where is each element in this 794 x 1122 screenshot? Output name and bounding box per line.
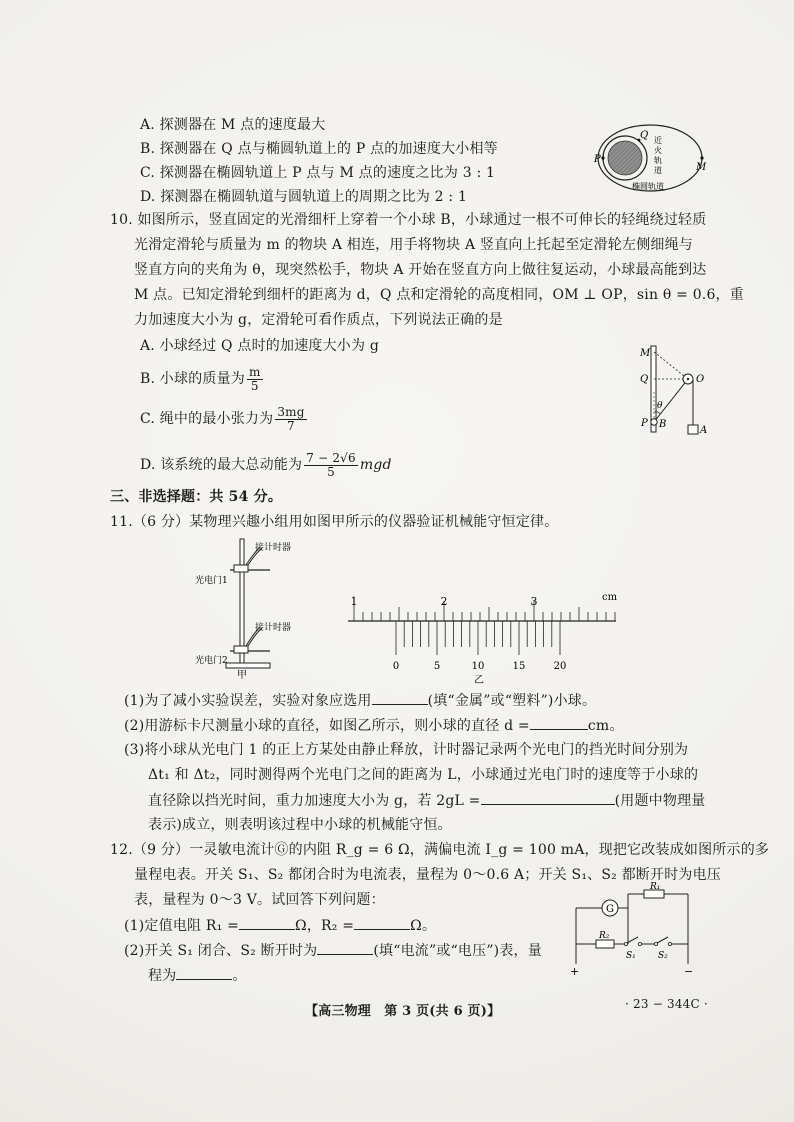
q12-sub-2-blank-type[interactable]	[317, 940, 373, 955]
q12-label-plus: +	[570, 965, 580, 978]
q9-label-ellipse: 椭圆轨道	[632, 182, 664, 191]
q12-r1-blank[interactable]	[239, 915, 295, 930]
q12-label-s1: S₁	[626, 951, 636, 961]
q12-sub-2-line-2	[148, 965, 247, 986]
q10-label-p: P	[641, 418, 648, 429]
q11-sub-3-line-4: 表示)成立，则表明该过程中小球的机械能守恒。	[148, 817, 452, 833]
q9-label-p: P	[594, 154, 601, 165]
q12-label-minus: −	[684, 965, 694, 978]
q12-sub-2-tail: (填“电流”或“电压”)表，量	[373, 943, 542, 959]
q9-label-near-4: 道	[654, 166, 662, 175]
q11-vernier-scale-ticks	[396, 621, 560, 655]
q10-option-d-fraction	[304, 452, 358, 479]
q9-label-near-2: 火	[654, 146, 662, 155]
q12-sub-1-text-c: Ω。	[410, 918, 437, 934]
q11-sub-2-tail: cm。	[587, 718, 624, 734]
q12-line-1: 12.（9 分）一灵敏电流计Ⓖ的内阻 R_g = 6 Ω，满偏电流 I_g = 100 mA，现把它改装成如图所示的多	[110, 842, 770, 858]
q10-option-c-num: 3mg	[277, 404, 305, 419]
q10-option-c-text: C. 绳中的最小张力为	[140, 411, 274, 427]
q12-line-2: 量程电表。开关 S₁、S₂ 都闭合时为电流表，量程为 0～0.6 A；开关 S₁、S₂ 都断开时为电压	[134, 867, 721, 883]
q11-sub-3-text: 直径除以挡光时间，重力加速度大小为 g，若 2gL =	[148, 793, 481, 809]
q11-caption-jia: 甲	[237, 670, 247, 680]
q10-line-5: 力加速度大小为 g，定滑轮可看作质点，下列说法正确的是	[134, 312, 503, 328]
q12-sub-1	[124, 915, 436, 936]
q10-option-b-num: m	[249, 364, 261, 379]
q10-label-theta: θ	[657, 401, 663, 411]
q9-option-d: D. 探测器在椭圆轨道与圆轨道上的周期之比为 2 : 1	[140, 189, 468, 205]
q11-title: 11.（6 分）某物理兴趣小组用如图甲所示的仪器验证机械能守恒定律。	[110, 514, 559, 530]
q11-main-label-1: 1	[350, 595, 358, 608]
paper-code: · 23 − 344C ·	[625, 997, 708, 1011]
q10-label-q: Q	[640, 374, 649, 385]
q11-sub-1-blank[interactable]	[372, 690, 428, 705]
q12-label-r2: R₂	[599, 931, 610, 941]
q10-option-a: A. 小球经过 Q 点时的加速度大小为 g	[140, 338, 379, 354]
q10-option-b	[140, 364, 265, 394]
q10-option-b-fraction	[247, 366, 263, 393]
q9-option-b: B. 探测器在 Q 点与椭圆轨道上的 P 点的加速度大小相等	[140, 141, 498, 157]
q11-label-timer-2: 接计时器	[255, 623, 292, 633]
q12-sub-2-text: (2)开关 S₁ 闭合、S₂ 断开时为	[124, 943, 318, 959]
q11-sub-3-line-3	[148, 790, 705, 811]
q11-vernier-unit: cm	[602, 592, 618, 603]
q11-vernier-label-15: 15	[512, 661, 526, 672]
q10-label-o: O	[696, 374, 705, 385]
q10-option-c-fraction	[275, 406, 306, 433]
q10-line-3: 竖直方向的夹角为 θ，现突然松手，物块 A 开始在竖直方向上做往复运动，小球最高能到达	[134, 262, 707, 278]
q11-sub-3-line-1: (3)将小球从光电门 1 的正上方某处由静止释放，计时器记录两个光电门的挡光时间分别为	[124, 742, 689, 758]
q11-main-scale-ticks	[354, 601, 615, 621]
section-3-heading: 三、非选择题：共 54 分。	[110, 489, 283, 505]
q9-label-q: Q	[640, 130, 649, 141]
q11-sub-3-tail: (用题中物理量	[614, 793, 706, 809]
page-footer: 【高三物理 第 3 页(共 6 页)】	[305, 1004, 501, 1019]
q12-label-s2: S₂	[658, 951, 668, 961]
q11-main-label-3: 3	[530, 595, 538, 608]
q11-sub-3-blank[interactable]	[481, 790, 615, 805]
q10-option-d-tail: mgd	[359, 457, 392, 473]
q12-circuit-figure	[566, 882, 698, 978]
q9-option-c: C. 探测器在椭圆轨道上 P 点与 M 点的速度之比为 3 : 1	[140, 165, 496, 181]
q11-label-timer-1: 接计时器	[255, 543, 292, 553]
q9-label-near-1: 近	[654, 136, 662, 145]
q11-label-gate-2: 光电门2	[195, 656, 228, 666]
q9-label-near-3: 轨	[654, 156, 662, 165]
q12-label-r1: R₁	[650, 882, 661, 892]
q11-sub-2-blank[interactable]	[530, 715, 588, 730]
q11-main-label-2: 2	[440, 595, 448, 608]
q11-label-gate-1: 光电门1	[195, 576, 228, 586]
q11-sub-3-line-2: Δt₁ 和 Δt₂，同时测得两个光电门之间的距离为 L，小球通过光电门时的速度等于小球的	[148, 767, 699, 783]
q12-line-3: 表，量程为 0～3 V。试回答下列问题：	[134, 892, 385, 908]
q10-pulley-figure	[630, 342, 714, 438]
q11-vernier-label-10: 10	[471, 661, 485, 672]
q10-line-1: 10. 如图所示，竖直固定的光滑细杆上穿着一个小球 B，小球通过一根不可伸长的轻绳绕过轻质	[110, 212, 707, 228]
q10-option-d-den: 5	[327, 464, 335, 479]
q9-label-m: M	[696, 162, 707, 173]
q12-r2-blank[interactable]	[354, 915, 410, 930]
q10-option-c	[140, 404, 309, 434]
q11-vernier-label-5: 5	[433, 661, 441, 672]
q10-line-2: 光滑定滑轮与质量为 m 的物块 A 相连，用手将物块 A 竖直向上托起至定滑轮左侧细绳与	[134, 237, 693, 253]
q12-sub-1-text-a: (1)定值电阻 R₁ =	[124, 918, 240, 934]
q10-line-4: M 点。已知定滑轮到细杆的距离为 d，Q 点和定滑轮的高度相同，OM ⊥ OP，sin θ = 0.6，重	[134, 287, 744, 303]
q11-caption-yi: 乙	[474, 675, 484, 686]
q10-label-m: M	[640, 348, 651, 359]
q11-vernier-label-0: 0	[392, 661, 400, 672]
q10-option-d-text: D. 该系统的最大总动能为	[140, 457, 303, 473]
q12-sub-1-text-b: Ω，R₂ =	[295, 918, 355, 934]
q10-option-b-den: 5	[250, 378, 259, 393]
q11-vernier-label-20: 20	[553, 661, 567, 672]
q10-option-d-num: 7 − 2√6	[306, 450, 356, 465]
q9-orbit-figure	[592, 118, 708, 198]
q11-sub-1-tail: (填“金属”或“塑料”)小球。	[427, 693, 597, 709]
q11-sub-2-text: (2)用游标卡尺测量小球的直径，如图乙所示，则小球的直径 d =	[124, 718, 530, 734]
q11-sub-1-text: (1)为了减小实验误差，实验对象应选用	[124, 693, 372, 709]
q12-label-g: G	[606, 904, 614, 915]
q10-option-d	[140, 450, 392, 480]
q11-apparatus-figure	[190, 535, 310, 680]
q12-sub-2-blank-range[interactable]	[176, 965, 232, 980]
q10-label-a: A	[700, 425, 708, 436]
q12-sub-2-range-text: 程为	[148, 968, 177, 984]
q9-option-a: A. 探测器在 M 点的速度最大	[140, 117, 326, 133]
q11-sub-1	[124, 690, 596, 711]
q10-option-c-den: 7	[287, 418, 295, 433]
q11-vernier-figure	[340, 588, 630, 688]
q10-option-b-text: B. 小球的质量为	[140, 371, 245, 387]
q12-sub-2-range-tail: 。	[232, 968, 247, 984]
q10-label-b: B	[659, 419, 667, 430]
q11-sub-2	[124, 715, 624, 736]
q12-sub-2	[124, 940, 542, 961]
